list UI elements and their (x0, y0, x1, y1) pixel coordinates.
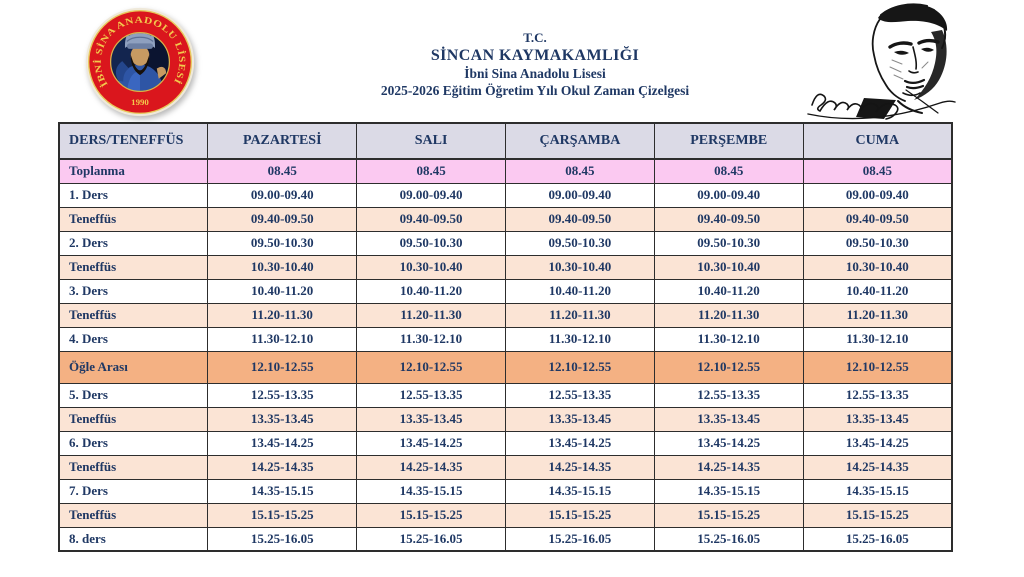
time-cell: 12.55-13.35 (505, 383, 654, 407)
time-cell: 14.25-14.35 (357, 455, 506, 479)
time-cell: 13.45-14.25 (803, 431, 952, 455)
table-row (59, 479, 952, 503)
header-row (59, 123, 952, 159)
row-label-cell: 5. Ders (59, 383, 208, 407)
ataturk-portrait (802, 0, 1016, 120)
table-row (59, 383, 952, 407)
time-cell: 13.45-14.25 (505, 431, 654, 455)
time-cell: 09.50-10.30 (654, 231, 803, 255)
time-cell: 15.15-15.25 (803, 503, 952, 527)
column-header-day: CUMA (803, 123, 952, 159)
time-cell: 14.35-15.15 (803, 479, 952, 503)
time-cell: 10.40-11.20 (208, 279, 357, 303)
document-heading (381, 30, 689, 99)
column-header-day: ÇARŞAMBA (505, 123, 654, 159)
row-label-cell: Teneffüs (59, 207, 208, 231)
time-cell: 11.20-11.30 (357, 303, 506, 327)
time-cell: 09.50-10.30 (803, 231, 952, 255)
time-cell: 09.00-09.40 (208, 183, 357, 207)
row-label-cell: 6. Ders (59, 431, 208, 455)
time-cell: 13.45-14.25 (654, 431, 803, 455)
time-cell: 10.40-11.20 (803, 279, 952, 303)
time-cell: 13.45-14.25 (357, 431, 506, 455)
time-cell: 11.20-11.30 (803, 303, 952, 327)
table-row (59, 183, 952, 207)
title-tc: T.C. (523, 30, 547, 45)
time-cell: 11.20-11.30 (654, 303, 803, 327)
time-cell: 12.10-12.55 (505, 351, 654, 383)
time-cell: 09.50-10.30 (505, 231, 654, 255)
time-cell: 11.20-11.30 (505, 303, 654, 327)
row-label-cell: Teneffüs (59, 503, 208, 527)
time-cell: 15.25-16.05 (505, 527, 654, 551)
column-header-ders-teneffus: DERS/TENEFFÜS (59, 123, 208, 159)
row-label-cell: Toplanma (59, 159, 208, 183)
time-cell: 12.55-13.35 (357, 383, 506, 407)
time-cell: 13.35-13.45 (208, 407, 357, 431)
column-header-day: PERŞEMBE (654, 123, 803, 159)
time-cell: 13.35-13.45 (654, 407, 803, 431)
row-label-cell: Teneffüs (59, 255, 208, 279)
time-cell: 08.45 (208, 159, 357, 183)
time-cell: 15.25-16.05 (803, 527, 952, 551)
ataturk-face-sketch (856, 4, 947, 119)
time-cell: 15.15-15.25 (208, 503, 357, 527)
time-cell: 10.30-10.40 (208, 255, 357, 279)
column-header-day: SALI (357, 123, 506, 159)
time-cell: 10.30-10.40 (654, 255, 803, 279)
time-cell: 14.35-15.15 (208, 479, 357, 503)
row-label-cell: Teneffüs (59, 407, 208, 431)
time-cell: 14.25-14.35 (208, 455, 357, 479)
time-cell: 09.40-09.50 (654, 207, 803, 231)
time-cell: 08.45 (505, 159, 654, 183)
schedule-table-head (59, 123, 952, 159)
time-cell: 15.15-15.25 (357, 503, 506, 527)
time-cell: 09.40-09.50 (803, 207, 952, 231)
table-row (59, 527, 952, 551)
time-cell: 13.35-13.45 (803, 407, 952, 431)
time-cell: 10.40-11.20 (505, 279, 654, 303)
time-cell: 12.10-12.55 (803, 351, 952, 383)
title-kaymakamlik: SİNCAN KAYMAKAMLIĞI (430, 47, 640, 64)
time-cell: 14.25-14.35 (505, 455, 654, 479)
time-cell: 14.35-15.15 (357, 479, 506, 503)
time-cell: 10.30-10.40 (505, 255, 654, 279)
time-cell: 11.30-12.10 (208, 327, 357, 351)
time-cell: 14.25-14.35 (654, 455, 803, 479)
logo-ring-text: İBNİ SİNA ANADOLU LİSESİ (93, 15, 187, 89)
row-label-cell: 7. Ders (59, 479, 208, 503)
schedule-table-body (59, 159, 952, 551)
school-logo (84, 6, 196, 118)
row-label-cell: 4. Ders (59, 327, 208, 351)
row-label-cell: Teneffüs (59, 455, 208, 479)
time-cell: 10.30-10.40 (357, 255, 506, 279)
table-row (59, 231, 952, 255)
ataturk-sketch (802, 0, 1016, 120)
time-cell: 09.00-09.40 (654, 183, 803, 207)
column-header-day: PAZARTESİ (208, 123, 357, 159)
time-cell: 09.40-09.50 (505, 207, 654, 231)
time-cell: 13.35-13.45 (357, 407, 506, 431)
time-cell: 12.10-12.55 (654, 351, 803, 383)
logo-year-text: 1990 (131, 96, 149, 107)
time-cell: 11.30-12.10 (505, 327, 654, 351)
time-cell: 14.35-15.15 (505, 479, 654, 503)
time-cell: 11.30-12.10 (803, 327, 952, 351)
time-cell: 15.15-15.25 (654, 503, 803, 527)
time-cell: 11.30-12.10 (654, 327, 803, 351)
time-cell: 15.25-16.05 (357, 527, 506, 551)
time-cell: 11.20-11.30 (208, 303, 357, 327)
time-cell: 10.30-10.40 (803, 255, 952, 279)
table-row (59, 255, 952, 279)
time-cell: 09.40-09.50 (208, 207, 357, 231)
time-cell: 09.40-09.50 (357, 207, 506, 231)
time-cell: 09.00-09.40 (803, 183, 952, 207)
time-cell: 14.25-14.35 (803, 455, 952, 479)
school-logo-badge (84, 6, 196, 118)
time-cell: 13.45-14.25 (208, 431, 357, 455)
time-cell: 12.10-12.55 (357, 351, 506, 383)
time-cell: 11.30-12.10 (357, 327, 506, 351)
time-cell: 10.40-11.20 (357, 279, 506, 303)
time-cell: 15.25-16.05 (208, 527, 357, 551)
table-row (59, 303, 952, 327)
title-schedule-name: 2025-2026 Eğitim Öğretim Yılı Okul Zaman Çizelgesi (380, 83, 690, 98)
table-row (59, 455, 952, 479)
time-cell: 10.40-11.20 (654, 279, 803, 303)
time-cell: 13.35-13.45 (505, 407, 654, 431)
row-label-cell: 1. Ders (59, 183, 208, 207)
time-cell: 12.55-13.35 (654, 383, 803, 407)
schedule-table (58, 122, 953, 552)
time-cell: 08.45 (357, 159, 506, 183)
time-cell: 08.45 (803, 159, 952, 183)
row-label-cell: 2. Ders (59, 231, 208, 255)
table-row (59, 431, 952, 455)
title-school-name: İbni Sina Anadolu Lisesi (464, 66, 606, 81)
time-cell: 12.10-12.55 (208, 351, 357, 383)
time-cell: 15.25-16.05 (654, 527, 803, 551)
row-label-cell: 8. ders (59, 527, 208, 551)
table-row (59, 159, 952, 183)
time-cell: 09.50-10.30 (208, 231, 357, 255)
time-cell: 09.00-09.40 (505, 183, 654, 207)
table-row (59, 207, 952, 231)
time-cell: 09.50-10.30 (357, 231, 506, 255)
table-row (59, 327, 952, 351)
time-cell: 09.00-09.40 (357, 183, 506, 207)
time-cell: 14.35-15.15 (654, 479, 803, 503)
row-label-cell: Öğle Arası (59, 351, 208, 383)
time-cell: 08.45 (654, 159, 803, 183)
row-label-cell: Teneffüs (59, 303, 208, 327)
time-cell: 15.15-15.25 (505, 503, 654, 527)
time-cell: 12.55-13.35 (803, 383, 952, 407)
table-row (59, 407, 952, 431)
time-cell: 12.55-13.35 (208, 383, 357, 407)
table-row (59, 351, 952, 383)
row-label-cell: 3. Ders (59, 279, 208, 303)
table-row (59, 279, 952, 303)
table-row (59, 503, 952, 527)
